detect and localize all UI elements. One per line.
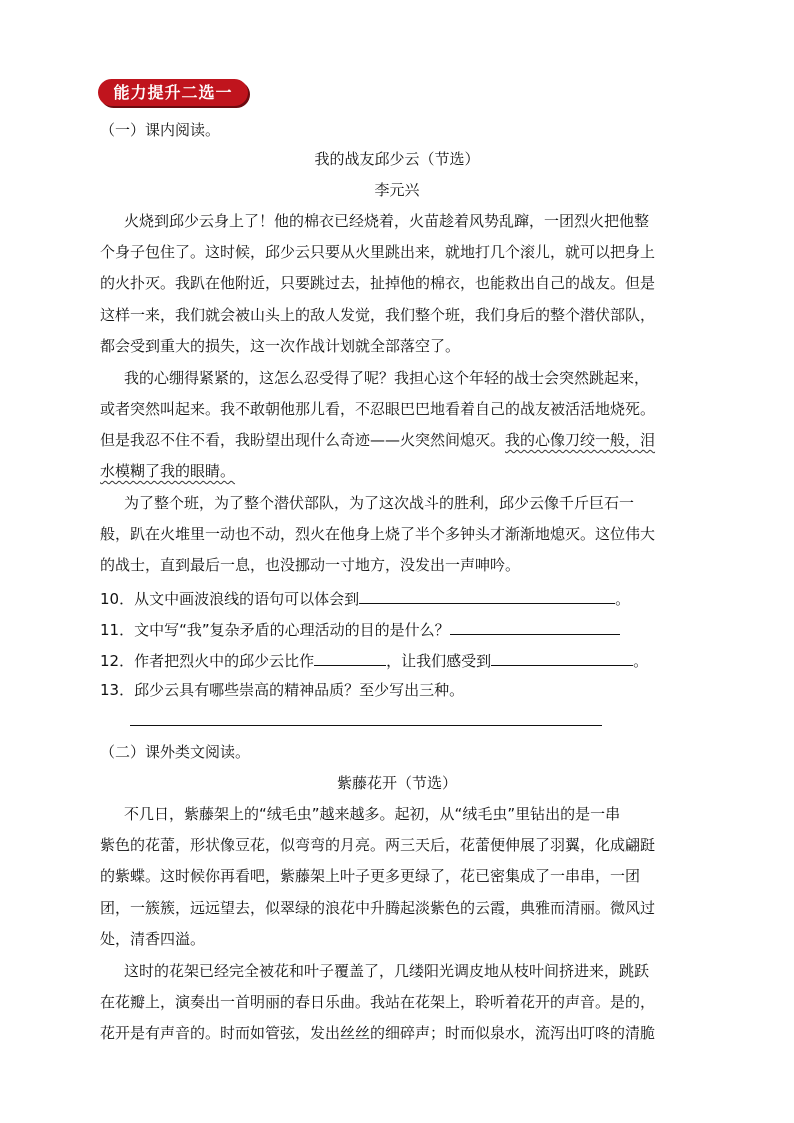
question-12-end: 。	[633, 652, 649, 670]
s2-p2-line: 在花瓣上，演奏出一首明丽的春日乐曲。我站在花架上，聆听着花开的声音。是的，	[100, 993, 656, 1011]
answer-blank[interactable]	[359, 587, 615, 604]
passage1-title: 我的战友邱少云（节选）	[314, 150, 480, 168]
answer-blank[interactable]	[491, 649, 633, 666]
question-10-text: 10．从文中画波浪线的语句可以体会到	[100, 590, 360, 608]
p1-line: 都会受到重大的损失，这一次作战计划就全部落空了。	[100, 337, 461, 355]
section-badge: 能力提升二选一	[98, 79, 248, 106]
s2-p1-line: 不几日，紫藤架上的“绒毛虫”越来越多。起初，从“绒毛虫”里钻出的是一串	[124, 805, 621, 823]
p3-line: 般，趴在火堆里一动也不动，烈火在他身上烧了半个多钟头才渐渐地熄灭。这位伟大	[100, 525, 656, 543]
question-12-text-a: 12．作者把烈火中的邱少云比作	[100, 652, 315, 670]
p3-line: 的战士，直到最后一息，也没挪动一寸地方，没发出一声呻吟。	[100, 556, 521, 574]
answer-blank[interactable]	[450, 618, 620, 635]
s2-p1-line: 团，一簇簇，远远望去，似翠绿的浪花中升腾起淡紫色的云霞，典雅而清丽。微风过	[100, 899, 656, 917]
wavy-underlined-sentence: 水模糊了我的眼睛。	[100, 462, 236, 480]
answer-line[interactable]	[130, 725, 602, 726]
s2-p1-line: 的紫蝶。这时候你再看吧，紫藤架上叶子更多更绿了，花已密集成了一串串，一团	[100, 867, 641, 885]
s2-p2-line: 这时的花架已经完全被花和叶子覆盖了，几缕阳光调皮地从枝叶间挤进来，跳跃	[124, 962, 650, 980]
p2-line3-plain: 但是我忍不住不看，我盼望出现什么奇迹——火突然间熄灭。	[100, 431, 506, 449]
question-10	[100, 587, 630, 609]
p1-line: 这样一来，我们就会被山头上的敌人发觉，我们整个班，我们身后的整个潜伏部队，	[100, 306, 656, 324]
section1-heading: （一）课内阅读。	[100, 121, 221, 139]
p2-line: 我的心绷得紧紧的，这怎么忍受得了呢？我担心这个年轻的战士会突然跳起来，	[124, 369, 650, 387]
p1-line: 火烧到邱少云身上了！他的棉衣已经烧着，火苗趁着风势乱蹿，一团烈火把他整	[124, 212, 650, 230]
passage1-author: 李元兴	[374, 181, 420, 199]
passage2-title: 紫藤花开（节选）	[336, 774, 457, 792]
section2-heading: （二）课外类文阅读。	[100, 743, 251, 761]
p3-line: 为了整个班，为了整个潜伏部队，为了这次战斗的胜利，邱少云像千斤巨石一	[124, 494, 635, 512]
question-10-end: 。	[615, 590, 631, 608]
s2-p2-line: 花开是有声音的。时而如管弦，发出丝丝的细碎声；时而似泉水，流泻出叮咚的清脆	[100, 1024, 656, 1042]
p2-line: 或者突然叫起来。我不敢朝他那儿看，不忍眼巴巴地看着自己的战友被活活地烧死。	[100, 400, 656, 418]
s2-p1-line: 处，清香四溢。	[100, 930, 206, 948]
question-12	[100, 649, 648, 671]
p1-line: 的火扑灭。我趴在他附近，只要跳过去，扯掉他的棉衣，也能救出自己的战友。但是	[100, 274, 656, 292]
wavy-underlined-sentence: 我的心像刀绞一般，泪	[505, 431, 656, 449]
p1-line: 个身子包住了。这时候，邱少云只要从火里跳出来，就地打几个滚儿，就可以把身上	[100, 243, 656, 261]
p2-line	[100, 430, 655, 450]
s2-p1-line: 紫色的花蕾，形状像豆花，似弯弯的月亮。两三天后，花蕾便伸展了羽翼，化成翩跹	[100, 836, 656, 854]
question-11	[100, 618, 620, 640]
answer-blank[interactable]	[314, 649, 386, 666]
question-12-text-b: ，让我们感受到	[386, 652, 492, 670]
p2-line	[100, 461, 235, 481]
question-11-text: 11．文中写“我”复杂矛盾的心理活动的目的是什么？	[100, 621, 450, 639]
question-13: 13．邱少云具有哪些崇高的精神品质？至少写出三种。	[100, 681, 465, 699]
